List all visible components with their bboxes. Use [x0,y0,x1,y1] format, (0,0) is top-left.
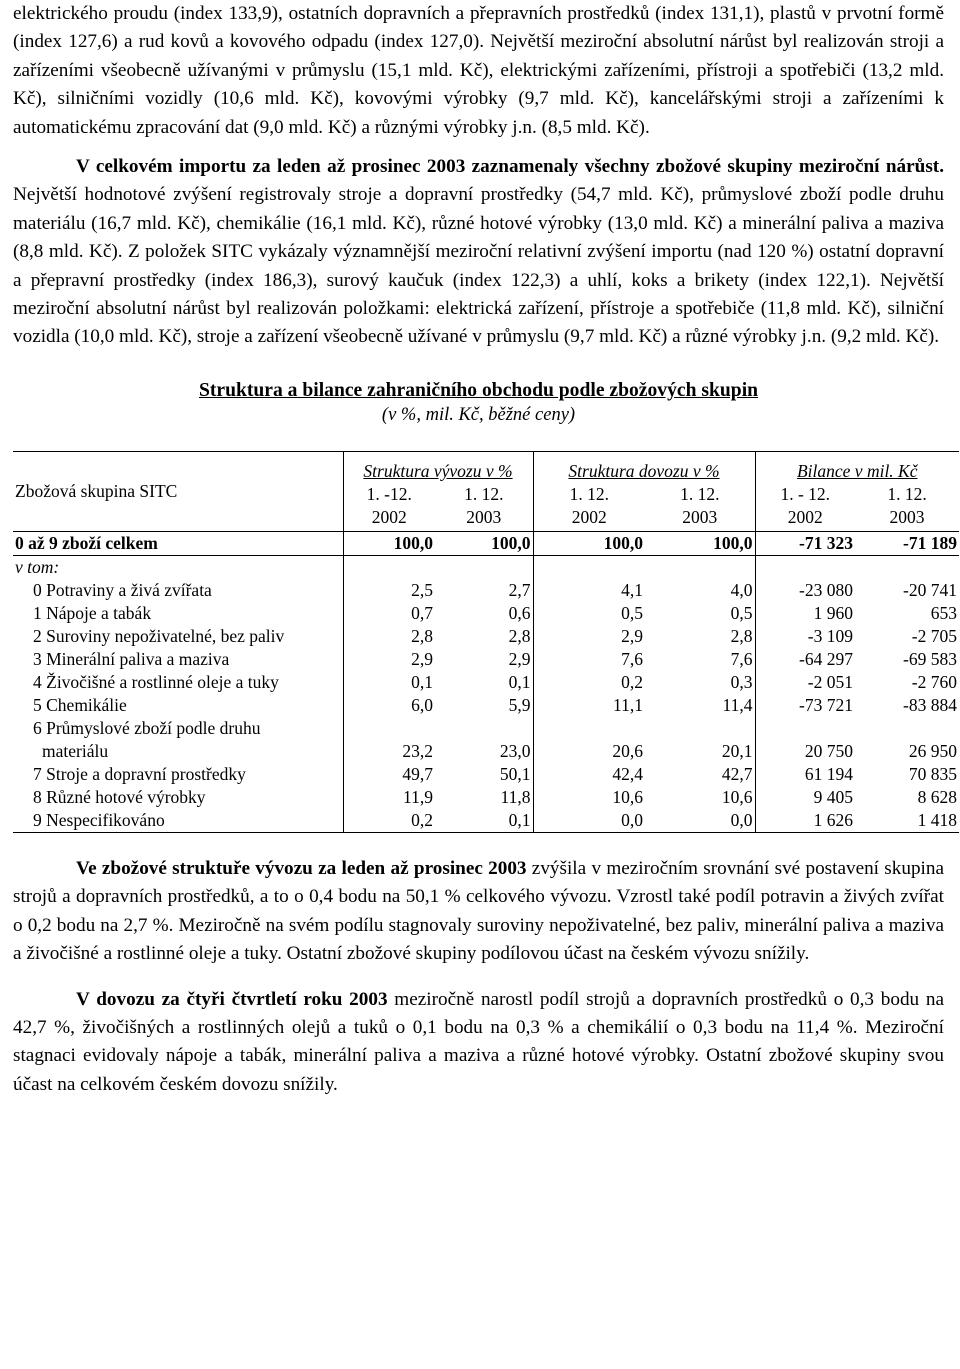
paragraph-text: Největší hodnotové zvýšení registrovaly stroje a dopravní prostředky (54,7 mld. Kč), průmyslové zboží podle druhu materiálu (16,7 mld. Kč), chemikálie (16,1 mld. Kč), různé hotové výrobky (13,0 mld. Kč) a minerální paliva a maziva (8,8 mld. Kč). Z položek SITC vykázaly významnější meziroční relativní zvýšení importu (nad 120 %) ostatní dopravní a přepravní prostředky (index 186,3), surový kaučuk (index 122,3) a uhlí, koks a brikety (index 122,1). Největší meziroční absolutní nárůst byl realizován položkami: elektrická zařízení, přístroje a spotřebiče (11,8 mld. Kč), silniční vozidla (10,0 mld. Kč), stroje a zařízení všeobecně užívané v průmyslu (9,7 mld. Kč) a různé výrobky j.n. (9,2 mld. Kč). [13,184,944,348]
cell: -23 080 [755,579,855,602]
table-body [13,579,959,833]
cell: 8 628 [917,786,957,807]
cell: 11,9 [343,786,435,809]
cell: 0,6 [508,602,531,623]
table-row [13,602,959,625]
cell: -2 760 [911,671,957,692]
cell: 0,1 [508,671,531,692]
cell: 2,7 [508,579,531,600]
period-year: 2003 [466,506,502,527]
cell: -2 051 [755,671,855,694]
paragraph-text: meziročně narostl podíl strojů a dopravních prostředků o 0,3 bodu na 42,7 %, živočišných a rostlinných olejů a tuků o 0,1 bodu na 0,3 % a chemikálií o 0,3 bodu na 11,4 %. Meziroční stagnaci evidovaly nápoje a tabák, minerální paliva a maziva a různé hotové výrobky. Ostatní zbožové skupiny svou účast na celkovém českém dovozu snížily. [13,988,944,1095]
cell [343,717,435,740]
cell: 42,7 [721,763,753,784]
row-header: Zbožová skupina SITC [15,480,178,501]
table-row [13,694,959,717]
cell: 0,3 [730,671,753,692]
cell: 50,1 [499,763,531,784]
period-range: 1. -12. [343,483,435,506]
table-row-total [13,531,959,555]
cell [435,717,533,740]
row-label: 4 Živočišné a rostlinné oleje a tuky [33,671,279,692]
cell: -71 323 [755,531,855,555]
cell: 100,0 [435,531,533,555]
cell: 5,9 [508,694,531,715]
group-header-balance: Bilance v mil. Kč [755,451,959,483]
cell: 0,0 [533,809,645,833]
paragraph-text: zvýšila v meziročním srovnání své postavení skupina strojů a dopravních prostředků, a to o 0,4 bodu na 50,1 % celkového vývozu. Vzrostl také podíl potravin a živých zvířat o 0,2 bodu na 2,7 %. Meziročně na svém podílu stagnovaly suroviny nepoživatelné, bez paliv, minerální paliva a maziva a živočišné a rostlinné oleje a tuky. Ostatní zbožové skupiny podílovou účast na českém vývozu snížily. [13,857,944,965]
cell [533,717,645,740]
row-label: v tom: [15,556,60,577]
table-row [13,648,959,671]
cell: 70 835 [908,763,957,784]
cell: 100,0 [533,531,645,555]
table-row [13,740,959,763]
period-year: 2002 [533,506,645,532]
cell: 9 405 [755,786,855,809]
group-header-import: Struktura dovozu v % [533,451,755,483]
cell: 10,6 [721,786,753,807]
cell: 61 194 [755,763,855,786]
table-row-vtom [13,555,959,579]
cell: -69 583 [903,648,957,669]
period-year: 2003 [889,506,925,527]
row-label: 6 Průmyslové zboží podle druhu [33,717,261,738]
cell: 0,5 [533,602,645,625]
cell: 2,8 [508,625,531,646]
cell: -2 705 [911,625,957,646]
cell: 4,0 [730,579,753,600]
cell: 20,6 [533,740,645,763]
row-label: 3 Minerální paliva a maziva [33,648,230,669]
period-range: 1. 12. [887,483,927,504]
period-year: 2002 [755,506,855,532]
cell: 1 626 [755,809,855,833]
cell: 20 750 [755,740,855,763]
cell: -3 109 [755,625,855,648]
cell: 49,7 [343,763,435,786]
cell: 0,1 [343,671,435,694]
cell: 100,0 [343,531,435,555]
cell: 23,0 [499,740,531,761]
cell: 2,5 [343,579,435,602]
cell: 20,1 [721,740,753,761]
table-row [13,786,959,809]
cell: -71 189 [855,531,959,555]
paragraph-lead: V dovozu za čtyři čtvrtletí roku 2003 [76,988,388,1010]
cell: 10,6 [533,786,645,809]
period-range: 1. 12. [464,483,504,504]
cell: 6,0 [343,694,435,717]
table-row [13,579,959,602]
cell: 42,4 [533,763,645,786]
table-row [13,809,959,833]
table-header-row [13,451,959,483]
period-range: 1. 12. [680,483,720,504]
paragraph-import-structure [13,986,944,1100]
row-label: 0 až 9 zboží celkem [13,531,343,555]
section-title: Struktura a bilance zahraničního obchodu podle zbožových skupin [198,379,759,401]
cell: 0,7 [343,602,435,625]
row-label: 1 Nápoje a tabák [33,602,152,623]
trade-structure-table [13,451,959,833]
cell [645,717,755,740]
cell: 7,6 [730,648,753,669]
table-row [13,717,959,740]
paragraph-lead: V celkovém importu za leden až prosinec 2003 zaznamenaly všechny zbožové skupiny meziroční nárůst. [76,156,944,178]
table-row [13,671,959,694]
section-subtitle: (v %, mil. Kč, běžné ceny) [381,404,576,425]
period-year: 2003 [682,506,718,527]
cell: 0,0 [730,809,753,830]
cell: 100,0 [645,531,755,555]
row-label: 7 Stroje a dopravní prostředky [33,763,246,784]
period-year: 2002 [343,506,435,532]
paragraph-export-structure [13,855,944,969]
cell: 26 950 [908,740,957,761]
cell: 4,1 [533,579,645,602]
cell: -64 297 [755,648,855,671]
cell: 0,2 [343,809,435,833]
table-row [13,625,959,648]
cell: 0,5 [730,602,753,623]
cell [855,717,959,740]
row-label: materiálu [42,740,109,761]
paragraph-export-growth [13,0,944,142]
period-range: 1. 12. [533,483,645,506]
cell: 2,8 [730,625,753,646]
cell: -20 741 [903,579,957,600]
cell [755,717,855,740]
cell: 11,4 [722,694,753,715]
cell: 11,8 [500,786,531,807]
row-label: 9 Nespecifikováno [33,809,165,830]
cell: 653 [930,602,957,623]
cell: 2,9 [343,648,435,671]
cell: 1 418 [917,809,957,830]
paragraph-text: elektrického proudu (index 133,9), ostatních dopravních a přepravních prostředků (index 131,1), plastů v prvotní formě (index 127,6) a rud kovů a kovového odpadu (index 127,0). Největší meziroční absolutní nárůst byl realizován stroji a zařízeními všeobecně užívanými v průmyslu (15,1 mld. Kč), elektrickými zařízeními, přístroji a spotřebiči (13,2 mld. Kč), silničními vozidly (10,6 mld. Kč), kovovými výrobky (9,7 mld. Kč), kancelářskými stroji a zařízeními k automatickému zpracování dat (9,0 mld. Kč) a různými výrobky j.n. (8,5 mld. Kč). [13,3,944,138]
cell: -83 884 [903,694,957,715]
row-label: 0 Potraviny a živá zvířata [33,579,212,600]
cell: 2,8 [343,625,435,648]
period-range: 1. - 12. [755,483,855,506]
cell: 0,1 [508,809,531,830]
cell: 2,9 [533,625,645,648]
row-label: 5 Chemikálie [33,694,127,715]
paragraph-import-growth [13,153,944,352]
row-label: 2 Suroviny nepoživatelné, bez paliv [33,625,285,646]
paragraph-lead: Ve zbožové struktuře vývozu za leden až prosinec 2003 [76,857,527,879]
group-header-export: Struktura vývozu v % [343,451,533,483]
table-row [13,763,959,786]
row-label: 8 Různé hotové výrobky [33,786,206,807]
cell: 2,9 [508,648,531,669]
cell: 1 960 [755,602,855,625]
cell: 0,2 [533,671,645,694]
cell: 11,1 [533,694,645,717]
cell: -73 721 [755,694,855,717]
cell: 7,6 [533,648,645,671]
cell: 23,2 [343,740,435,763]
